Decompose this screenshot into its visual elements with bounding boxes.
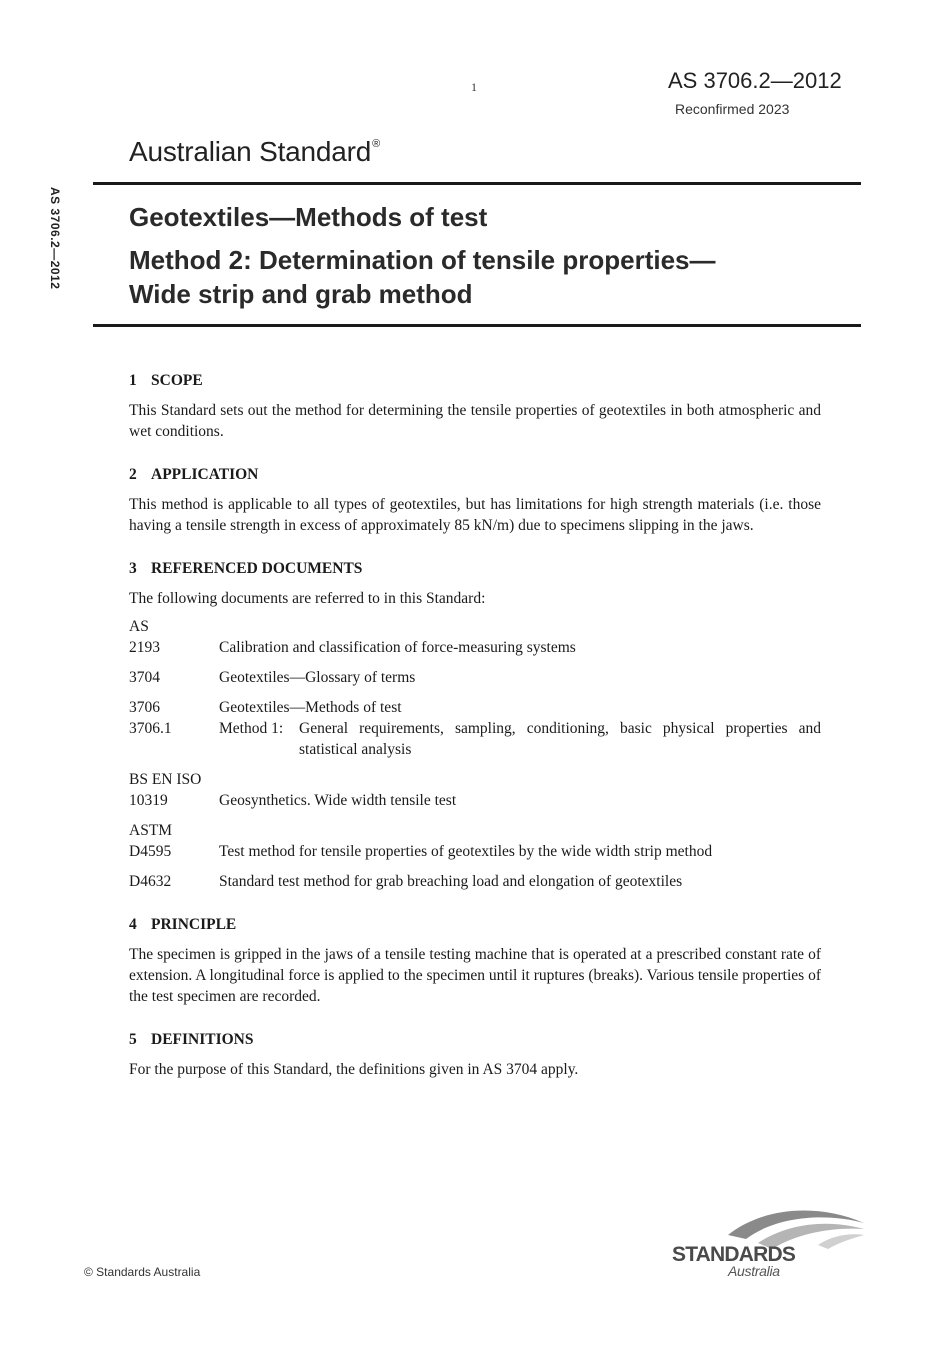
section-heading: [129, 914, 821, 935]
section-number: 1: [129, 372, 137, 389]
reference-code: D4595: [129, 843, 172, 860]
section-scope: [129, 370, 821, 442]
references-as: [129, 616, 821, 760]
reference-org: AS: [129, 618, 149, 635]
section-text: For the purpose of this Standard, the definitions given in AS 3704 apply.: [129, 1061, 579, 1078]
section-definitions: [129, 1029, 821, 1080]
section-text: This method is applicable to all types of geotextiles, but has limitations for high strength materials (i.e. those having a tensile strength in excess of approximately 85 kN/m) due to specimens slipping in the jaws.: [129, 496, 821, 534]
title-line-2: Method 2: Determination of tensile properties—: [129, 245, 716, 275]
title-line-3: Wide strip and grab method: [129, 279, 473, 309]
spine-label: AS 3706.2—2012: [48, 187, 62, 290]
title-rule: [93, 324, 861, 327]
standards-australia-logo: [668, 1205, 868, 1285]
reference-org: BS EN ISO: [129, 771, 202, 788]
section-heading: [129, 370, 821, 391]
reference-title: [219, 718, 821, 760]
section-title: DEFINITIONS: [151, 1031, 254, 1048]
section-text: The specimen is gripped in the jaws of a tensile testing machine that is operated at a prescribed constant rate of extension. A longitudinal force is applied to the specimen until it ruptures (breaks). Various tensile properties of the test specimen are recorded.: [129, 946, 821, 1005]
reference-row-sub: [129, 718, 821, 760]
reference-title: Geotextiles—Glossary of terms: [219, 669, 416, 686]
registered-mark: ®: [372, 138, 381, 150]
reference-row: [129, 871, 821, 892]
reference-row: [129, 667, 821, 688]
section-text: This Standard sets out the method for determining the tensile properties of geotextiles in both atmospheric and wet conditions.: [129, 402, 821, 440]
section-number: 5: [129, 1031, 137, 1048]
logo-subtext: Australia: [728, 1263, 780, 1279]
section-title: PRINCIPLE: [151, 916, 237, 933]
document-body: [129, 370, 821, 1102]
reference-code: 3706: [129, 699, 160, 716]
section-references: [129, 558, 821, 892]
title-line-1: Geotextiles—Methods of test: [129, 202, 488, 232]
section-number: 3: [129, 560, 137, 577]
reference-code: 3704: [129, 669, 160, 686]
top-rule: [93, 182, 861, 185]
references-astm: [129, 820, 821, 892]
copyright-notice: © Standards Australia: [84, 1265, 201, 1279]
reference-row: [129, 841, 821, 862]
brand-title: [129, 136, 380, 168]
reference-code: D4632: [129, 873, 172, 890]
reference-row: [129, 790, 821, 811]
section-principle: [129, 914, 821, 1007]
reference-title: Test method for tensile properties of geotextiles by the wide width strip method: [219, 843, 713, 860]
page-number: 1: [471, 80, 477, 94]
reference-code: 2193: [129, 639, 160, 656]
standard-number: AS 3706.2—2012: [668, 68, 842, 93]
reference-title: Geosynthetics. Wide width tensile test: [219, 792, 457, 809]
section-title: SCOPE: [151, 372, 203, 389]
reference-title: Standard test method for grab breaching load and elongation of geotextiles: [219, 873, 683, 890]
brand-text: Australian Standard: [129, 136, 372, 167]
section-heading: [129, 558, 821, 579]
references-bsen: [129, 769, 821, 811]
reference-row: [129, 637, 821, 658]
section-application: [129, 464, 821, 536]
reference-org: ASTM: [129, 822, 173, 839]
reconfirmed-note: Reconfirmed 2023: [675, 101, 790, 117]
reference-title: Calibration and classification of force-measuring systems: [219, 639, 576, 656]
references-intro: The following documents are referred to in this Standard:: [129, 590, 486, 607]
section-heading: [129, 1029, 821, 1050]
reference-code: 10319: [129, 792, 168, 809]
reference-title: Geotextiles—Methods of test: [219, 699, 402, 716]
section-number: 4: [129, 916, 137, 933]
reference-sub-label: Method 1:: [219, 720, 284, 737]
reference-sub-text: General requirements, sampling, conditioning, basic physical properties and statistical analysis: [299, 720, 821, 758]
section-number: 2: [129, 466, 137, 483]
section-title: APPLICATION: [151, 466, 259, 483]
logo-wordmark: STANDARDS: [672, 1243, 796, 1266]
section-title: REFERENCED DOCUMENTS: [151, 560, 363, 577]
reference-code: 3706.1: [129, 720, 172, 737]
reference-row: [129, 697, 821, 718]
section-heading: [129, 464, 821, 485]
